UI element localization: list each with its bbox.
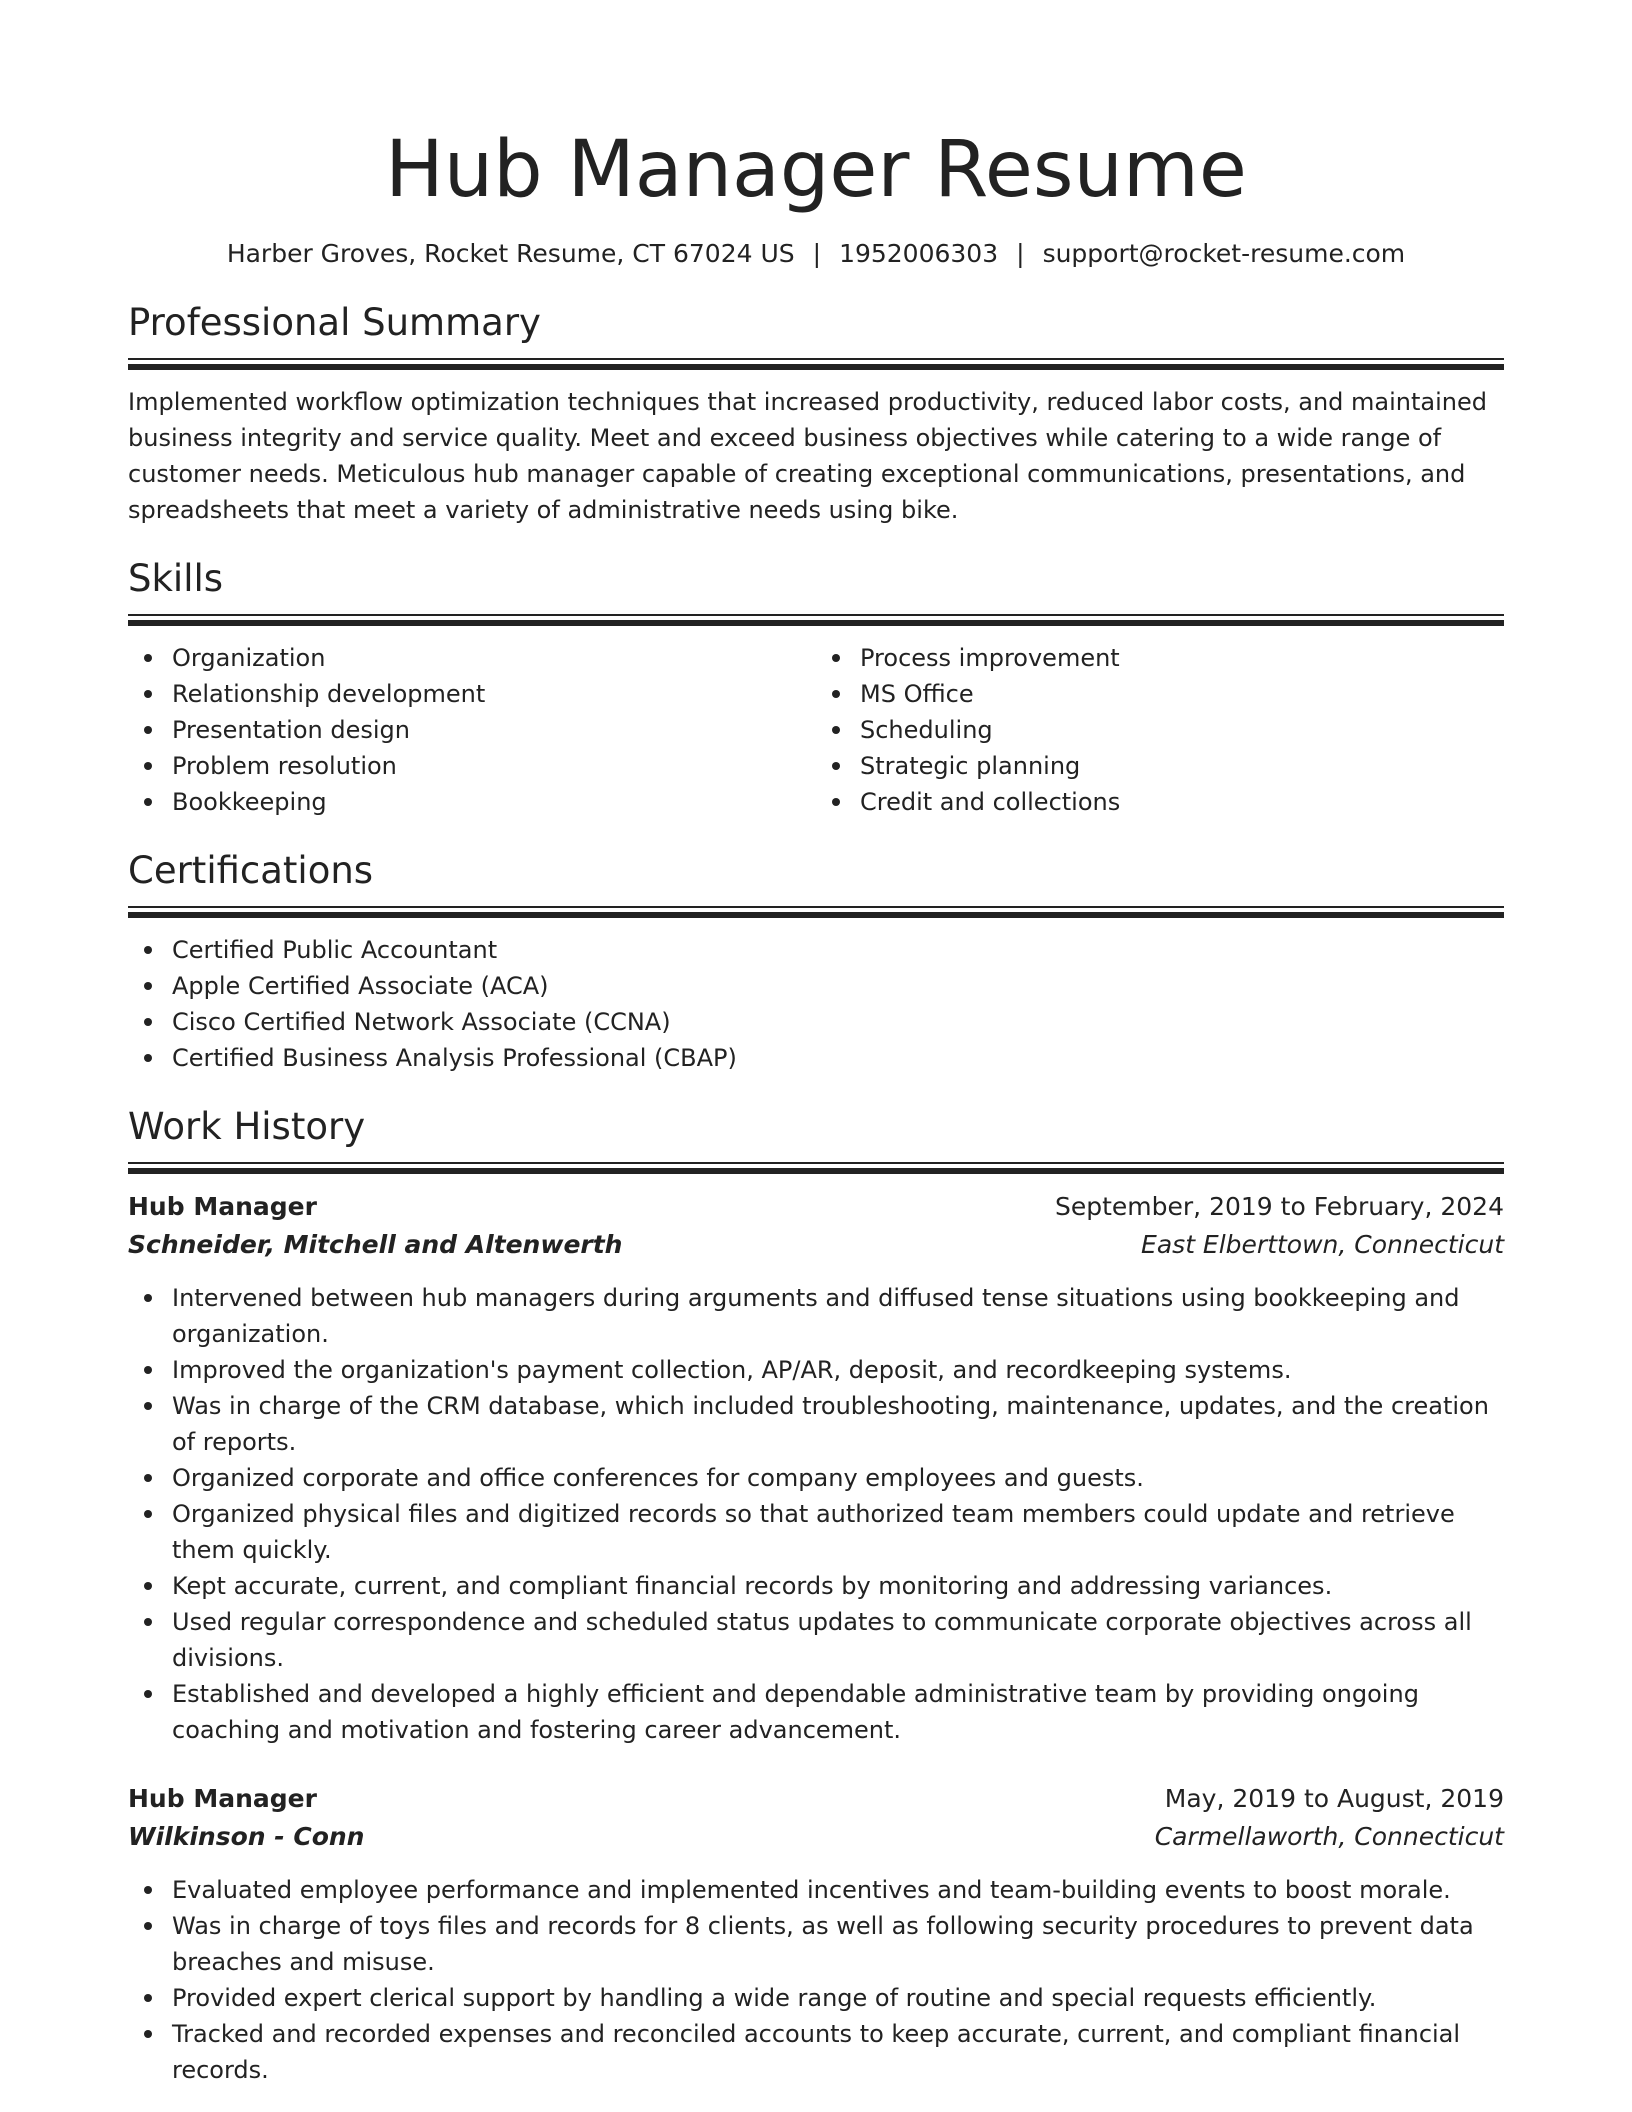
- skill-item: Process improvement: [860, 640, 1504, 676]
- certification-item: Apple Certified Associate (ACA): [172, 968, 1504, 1004]
- contact-phone: 1952006303: [839, 239, 999, 268]
- job-bullet: Established and developed a highly efficient and dependable administrative team by providing ongoing coaching and motivation and fostering career advancement.: [172, 1676, 1504, 1748]
- job-bullet: Improved the organization's payment collection, AP/AR, deposit, and recordkeeping systems.: [172, 1352, 1504, 1388]
- job-company-row: [128, 1226, 1504, 1264]
- resume-page: [128, 0, 1504, 2088]
- job-entry: [128, 1188, 1504, 1748]
- job-bullet: Used regular correspondence and scheduled status updates to communicate corporate objectives across all divisions.: [172, 1604, 1504, 1676]
- skill-item: Organization: [172, 640, 816, 676]
- certifications-heading: Certifications: [128, 849, 374, 892]
- section-divider: [128, 906, 1504, 918]
- job-bullet: Provided expert clerical support by handling a wide range of routine and special requests efficiently.: [172, 1980, 1504, 2016]
- skill-item: Relationship development: [172, 676, 816, 712]
- job-header-row: [128, 1780, 1504, 1818]
- skills-heading: Skills: [128, 557, 224, 600]
- job-company: Wilkinson - Conn: [128, 1822, 365, 1851]
- contact-email: support@rocket-resume.com: [1042, 239, 1406, 268]
- skill-item: MS Office: [860, 676, 1504, 712]
- certifications-section: [128, 846, 1504, 1076]
- job-location: Carmellaworth, Connecticut: [1154, 1822, 1504, 1851]
- contact-separator: |: [812, 239, 822, 268]
- skill-item: Scheduling: [860, 712, 1504, 748]
- skills-columns: [128, 640, 1504, 820]
- certifications-list: [128, 932, 1504, 1076]
- skills-section: [128, 554, 1504, 820]
- skill-item: Presentation design: [172, 712, 816, 748]
- job-location: East Elberttown, Connecticut: [1141, 1230, 1504, 1259]
- certification-item: Cisco Certified Network Associate (CCNA): [172, 1004, 1504, 1040]
- job-bullet: Evaluated employee performance and implemented incentives and team-building events to boost morale.: [172, 1872, 1504, 1908]
- job-bullet: Was in charge of the CRM database, which included troubleshooting, maintenance, updates, and the creation of reports.: [172, 1388, 1504, 1460]
- contact-line: [128, 236, 1504, 272]
- job-bullet: Was in charge of toys files and records for 8 clients, as well as following security procedures to prevent data breaches and misuse.: [172, 1908, 1504, 1980]
- section-divider: [128, 1162, 1504, 1174]
- resume-title: Hub Manager Resume: [385, 125, 1247, 215]
- certification-item: Certified Business Analysis Professional (CBAP): [172, 1040, 1504, 1076]
- job-title: Hub Manager: [128, 1784, 317, 1813]
- job-bullets: [128, 1280, 1504, 1748]
- job-title: Hub Manager: [128, 1192, 317, 1221]
- summary-text: Implemented workflow optimization techniques that increased productivity, reduced labor costs, and maintained business integrity and service quality. Meet and exceed business objectives while catering to a wide range of customer needs. Meticulous hub manager capable of creating exceptional communications, presentations, and spreadsheets that meet a variety of administrative needs using bike.: [128, 388, 1487, 524]
- job-bullet: Tracked and recorded expenses and reconciled accounts to keep accurate, current, and compliant financial records.: [172, 2016, 1504, 2088]
- work-history-section: [128, 1102, 1504, 2088]
- job-dates: September, 2019 to February, 2024: [1055, 1192, 1504, 1221]
- skills-list-right: [816, 640, 1504, 820]
- skill-item: Bookkeeping: [172, 784, 816, 820]
- summary-section: [128, 298, 1504, 528]
- section-divider: [128, 614, 1504, 626]
- job-bullet: Organized corporate and office conferences for company employees and guests.: [172, 1460, 1504, 1496]
- skill-item: Credit and collections: [860, 784, 1504, 820]
- contact-address: Harber Groves, Rocket Resume, CT 67024 US: [226, 239, 795, 268]
- job-company: Schneider, Mitchell and Altenwerth: [128, 1230, 623, 1259]
- work-history-heading: Work History: [128, 1105, 366, 1148]
- contact-separator: |: [1016, 239, 1025, 268]
- job-header-row: [128, 1188, 1504, 1226]
- job-bullet: Intervened between hub managers during arguments and diffused tense situations using bookkeeping and organization.: [172, 1280, 1504, 1352]
- job-entry: [128, 1780, 1504, 2088]
- certification-item: Certified Public Accountant: [172, 932, 1504, 968]
- job-dates: May, 2019 to August, 2019: [1164, 1784, 1504, 1813]
- skills-list-left: [128, 640, 816, 820]
- skill-item: Problem resolution: [172, 748, 816, 784]
- skill-item: Strategic planning: [860, 748, 1504, 784]
- job-bullets: [128, 1872, 1504, 2088]
- job-company-row: [128, 1818, 1504, 1856]
- summary-heading: Professional Summary: [128, 301, 541, 344]
- section-divider: [128, 358, 1504, 370]
- job-bullet: Organized physical files and digitized records so that authorized team members could update and retrieve them quickly.: [172, 1496, 1504, 1568]
- job-bullet: Kept accurate, current, and compliant financial records by monitoring and addressing variances.: [172, 1568, 1504, 1604]
